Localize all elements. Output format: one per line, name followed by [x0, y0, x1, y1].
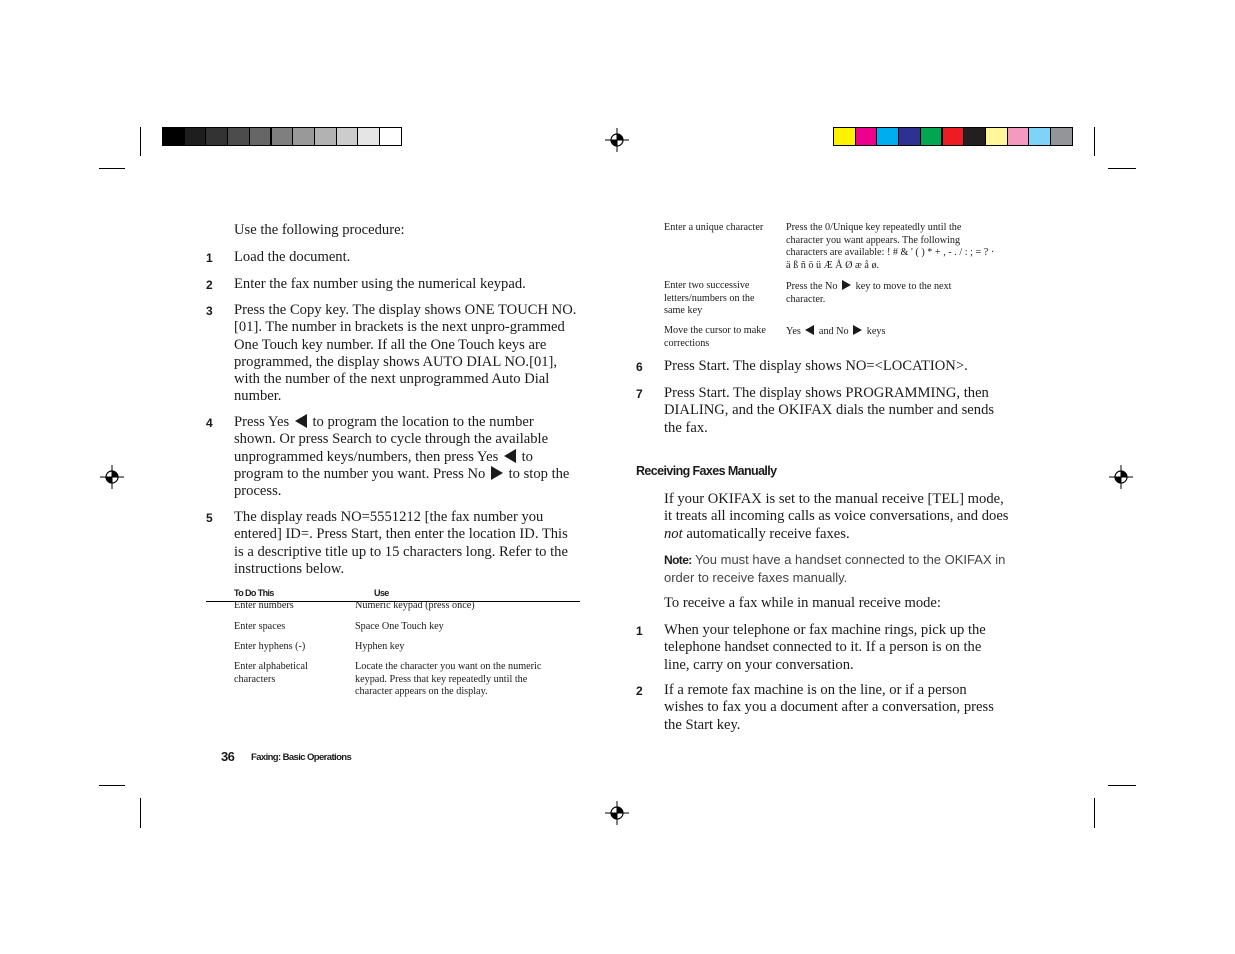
- calibration-swatch: [184, 127, 207, 146]
- step-text: Enter the fax number using the numerical keypad.: [234, 276, 526, 292]
- step-text: Press the Copy key. The display shows ONE TOUCH NO.[01]. The number in brackets is the next unpro-grammed One Touch key number. If all the One Touch keys are programmed, the display shows AUTO DIAL NO.[01], with the number of the next unprogrammed Auto Dial number.: [234, 302, 577, 405]
- paragraph-segment: automatically receive faxes.: [686, 525, 850, 542]
- calibration-swatch: [1028, 127, 1051, 146]
- registration-mark-icon: [605, 801, 629, 825]
- table-cell-todo: Enter hyphens (-): [234, 641, 306, 652]
- table-cell-segment: Yes: [786, 326, 801, 337]
- calibration-swatch: [357, 127, 380, 146]
- table-cell-segment: and No: [818, 326, 849, 337]
- step-text: The display reads NO=5551212 [the fax number you entered] ID=. Press Start, then enter the location ID. This is a descriptive title up to 15 characters long. Refer to the instructions below.: [234, 509, 568, 577]
- step-text: Press Start. The display shows PROGRAMMING, then DIALING, and the OKIFAX dials the number and sends the fax.: [664, 385, 995, 436]
- table-cell-todo: Enter numbers: [234, 600, 294, 611]
- table-cell-use: [786, 325, 991, 339]
- crop-mark: [140, 127, 141, 156]
- calibration-swatch: [1007, 127, 1030, 146]
- calibration-swatch: [855, 127, 878, 146]
- crop-mark: [1108, 785, 1136, 786]
- calibration-swatch: [271, 127, 294, 146]
- table-cell-use: [786, 280, 991, 306]
- step-number: 6: [636, 360, 643, 374]
- table-cell-segment: key to move to the next character.: [786, 281, 952, 305]
- left-arrow-key-icon: [295, 414, 307, 428]
- crop-mark: [140, 798, 141, 828]
- calibration-swatch: [833, 127, 856, 146]
- step-text: When your telephone or fax machine rings, pick up the telephone handset connected to it. If a person is on the line, carry on your conversation.: [664, 622, 986, 673]
- calibration-swatch: [1050, 127, 1073, 146]
- table-cell-todo: Enter alphabetical characters: [234, 661, 308, 685]
- table-cell-use: Numeric keypad (press once): [355, 600, 475, 611]
- step-text-segment: Press Yes: [234, 414, 290, 430]
- table-cell-use: Locate the character you want on the numeric keypad. Press that key repeatedly until the character appears on the display.: [355, 661, 542, 698]
- crop-mark: [99, 785, 125, 786]
- emphasis-text: not: [664, 525, 683, 542]
- step-number: 5: [206, 511, 213, 525]
- table-cell-todo: Enter spaces: [234, 621, 286, 632]
- note-label: Note:: [664, 553, 692, 567]
- table-cell-todo: Enter two successive letters/numbers on the same key: [664, 280, 755, 317]
- calibration-swatch: [942, 127, 965, 146]
- table-cell-segment: Press the No: [786, 281, 838, 292]
- crop-mark: [1094, 798, 1095, 828]
- running-footer: Faxing: Basic Operations: [251, 752, 352, 763]
- calibration-swatch: [920, 127, 943, 146]
- left-arrow-key-icon: [805, 325, 814, 335]
- calibration-swatch: [227, 127, 250, 146]
- calibration-swatch: [876, 127, 899, 146]
- calibration-swatch: [985, 127, 1008, 146]
- step-number: 2: [206, 278, 213, 292]
- right-arrow-key-icon: [491, 466, 503, 480]
- calibration-swatch: [898, 127, 921, 146]
- body-paragraph: To receive a fax while in manual receive mode:: [664, 595, 941, 611]
- calibration-swatch: [379, 127, 402, 146]
- page-number: 36: [221, 749, 235, 764]
- right-arrow-key-icon: [842, 280, 851, 290]
- registration-mark-icon: [1109, 465, 1133, 489]
- step-text: If a remote fax machine is on the line, or if a person wishes to fax you a document after a conversation, press the Start key.: [664, 682, 994, 733]
- note-text: You must have a handset connected to the OKIFAX in order to receive faxes manually.: [664, 552, 1006, 585]
- calibration-swatch: [314, 127, 337, 146]
- table-cell-todo: Move the cursor to make corrections: [664, 325, 766, 349]
- left-arrow-key-icon: [504, 449, 516, 463]
- calibration-swatch: [292, 127, 315, 146]
- step-text: Press Start. The display shows NO=<LOCATION>.: [664, 358, 968, 374]
- calibration-swatch: [963, 127, 986, 146]
- step-text-segment: to stop the process.: [234, 465, 570, 500]
- table-header-todo: To Do This: [234, 588, 274, 598]
- step-number: 1: [206, 251, 213, 265]
- paragraph-segment: If your OKIFAX is set to the manual receive [TEL] mode, it treats all incoming calls as voice conversations, and does: [664, 491, 1009, 525]
- right-arrow-key-icon: [853, 325, 862, 335]
- step-text: [234, 414, 574, 500]
- step-text-segment: to program to the number you want. Press No: [234, 448, 533, 482]
- intro-text: Use the following procedure:: [234, 222, 405, 238]
- step-number: 2: [636, 684, 643, 698]
- table-cell-todo: Enter a unique character: [664, 222, 764, 233]
- step-text: Load the document.: [234, 249, 351, 265]
- calibration-swatch: [249, 127, 272, 146]
- table-header-use: Use: [374, 588, 389, 598]
- calibration-swatch: [336, 127, 359, 146]
- crop-mark: [1108, 168, 1136, 169]
- step-number: 4: [206, 416, 213, 430]
- table-cell-use: Space One Touch key: [355, 621, 444, 632]
- step-number: 1: [636, 624, 643, 638]
- registration-mark-icon: [100, 465, 124, 489]
- step-number: 3: [206, 304, 213, 318]
- body-paragraph: [664, 491, 1014, 543]
- crop-mark: [1094, 127, 1095, 156]
- crop-mark: [99, 168, 125, 169]
- table-cell-use: Press the 0/Unique key repeatedly until the character you want appears. The following characters are available: ! # & ' ( ) * + , - . / : ; = ? · ä ß ñ ö ü Æ Å Ø æ å ø.: [786, 222, 995, 271]
- table-cell-use: Hyphen key: [355, 641, 405, 652]
- calibration-swatch: [205, 127, 228, 146]
- table-cell-segment: keys: [866, 326, 886, 337]
- section-heading: Receiving Faxes Manually: [636, 464, 777, 478]
- note: [664, 551, 1014, 586]
- step-text-segment: to program the location to the number shown. Or press Search to cycle through the available unprogrammed keys/numbers, then press Yes: [234, 414, 549, 465]
- step-number: 7: [636, 387, 643, 401]
- registration-mark-icon: [605, 128, 629, 152]
- calibration-swatch: [162, 127, 185, 146]
